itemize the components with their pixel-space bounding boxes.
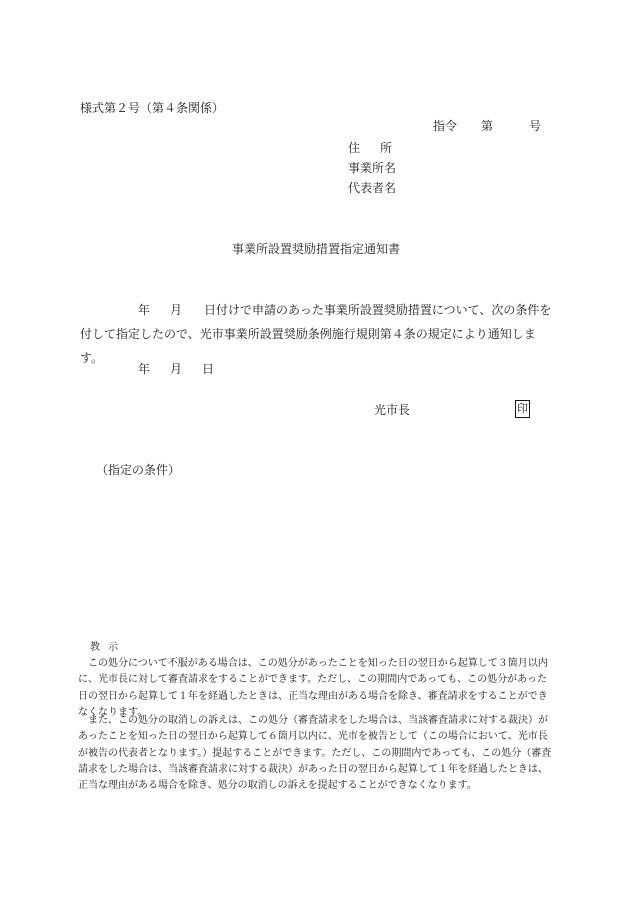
address-label: 住所 [348, 141, 413, 155]
body-paragraph [80, 298, 552, 370]
signer-name: 光市長 [374, 403, 411, 417]
instruction-number [433, 118, 541, 134]
seal-mark: 印 [515, 400, 530, 418]
notice-paragraph-2: また、この処分の取消しの訴えは、この処分（審査請求をした場合は、当該審査請求に対する裁決）があったことを知った日の翌日から起算して６箇月以内に、光市を被告として（この場合において、光市長が被告の代表者となります。）提起することができます。ただし、この期間内であっても、この処分（審査請求をした場合は、当該審査請求に対する裁決）があった日の翌日から起算して１年を経過したときは、正当な理由がある場合を除き、処分の取消しの訴えを提起することができなくなります。 [78, 715, 552, 792]
instruction-prefix: 指令 [433, 119, 458, 133]
date-line [138, 361, 214, 377]
instruction-dai: 第 [481, 119, 494, 133]
form-number: 様式第２号（第４条関係） [80, 101, 225, 115]
body-text: 日付けで申請のあった事業所設置奨励措置について、次の条件を付して指定したので、光市事業所設置奨励条例施行規則第４条の規定により通知します。 [80, 303, 552, 365]
date-day: 日 [202, 362, 215, 376]
body-month: 月 [170, 303, 183, 317]
instruction-go: 号 [529, 119, 542, 133]
notice-paragraph-1: この処分について不服がある場合は、この処分があったことを知った日の翌日から起算して３箇月以内に、光市長に対して審査請求をすることができます。ただし、この期間内であっても、この処分があった日の翌日から起算して１年を経過したときは、正当な理由がある場合を除き、審査請求をすることができなくなります。 [78, 658, 548, 718]
representative-label: 代表者名 [348, 181, 397, 195]
conditions-heading: （指定の条件） [96, 463, 181, 477]
body-year: 年 [138, 303, 151, 317]
notice-heading: 教示 [90, 642, 126, 653]
office-name-label: 事業所名 [348, 161, 397, 175]
date-year: 年 [138, 362, 151, 376]
document-title: 事業所設置奨励措置指定通知書 [232, 242, 401, 256]
date-month: 月 [170, 362, 183, 376]
